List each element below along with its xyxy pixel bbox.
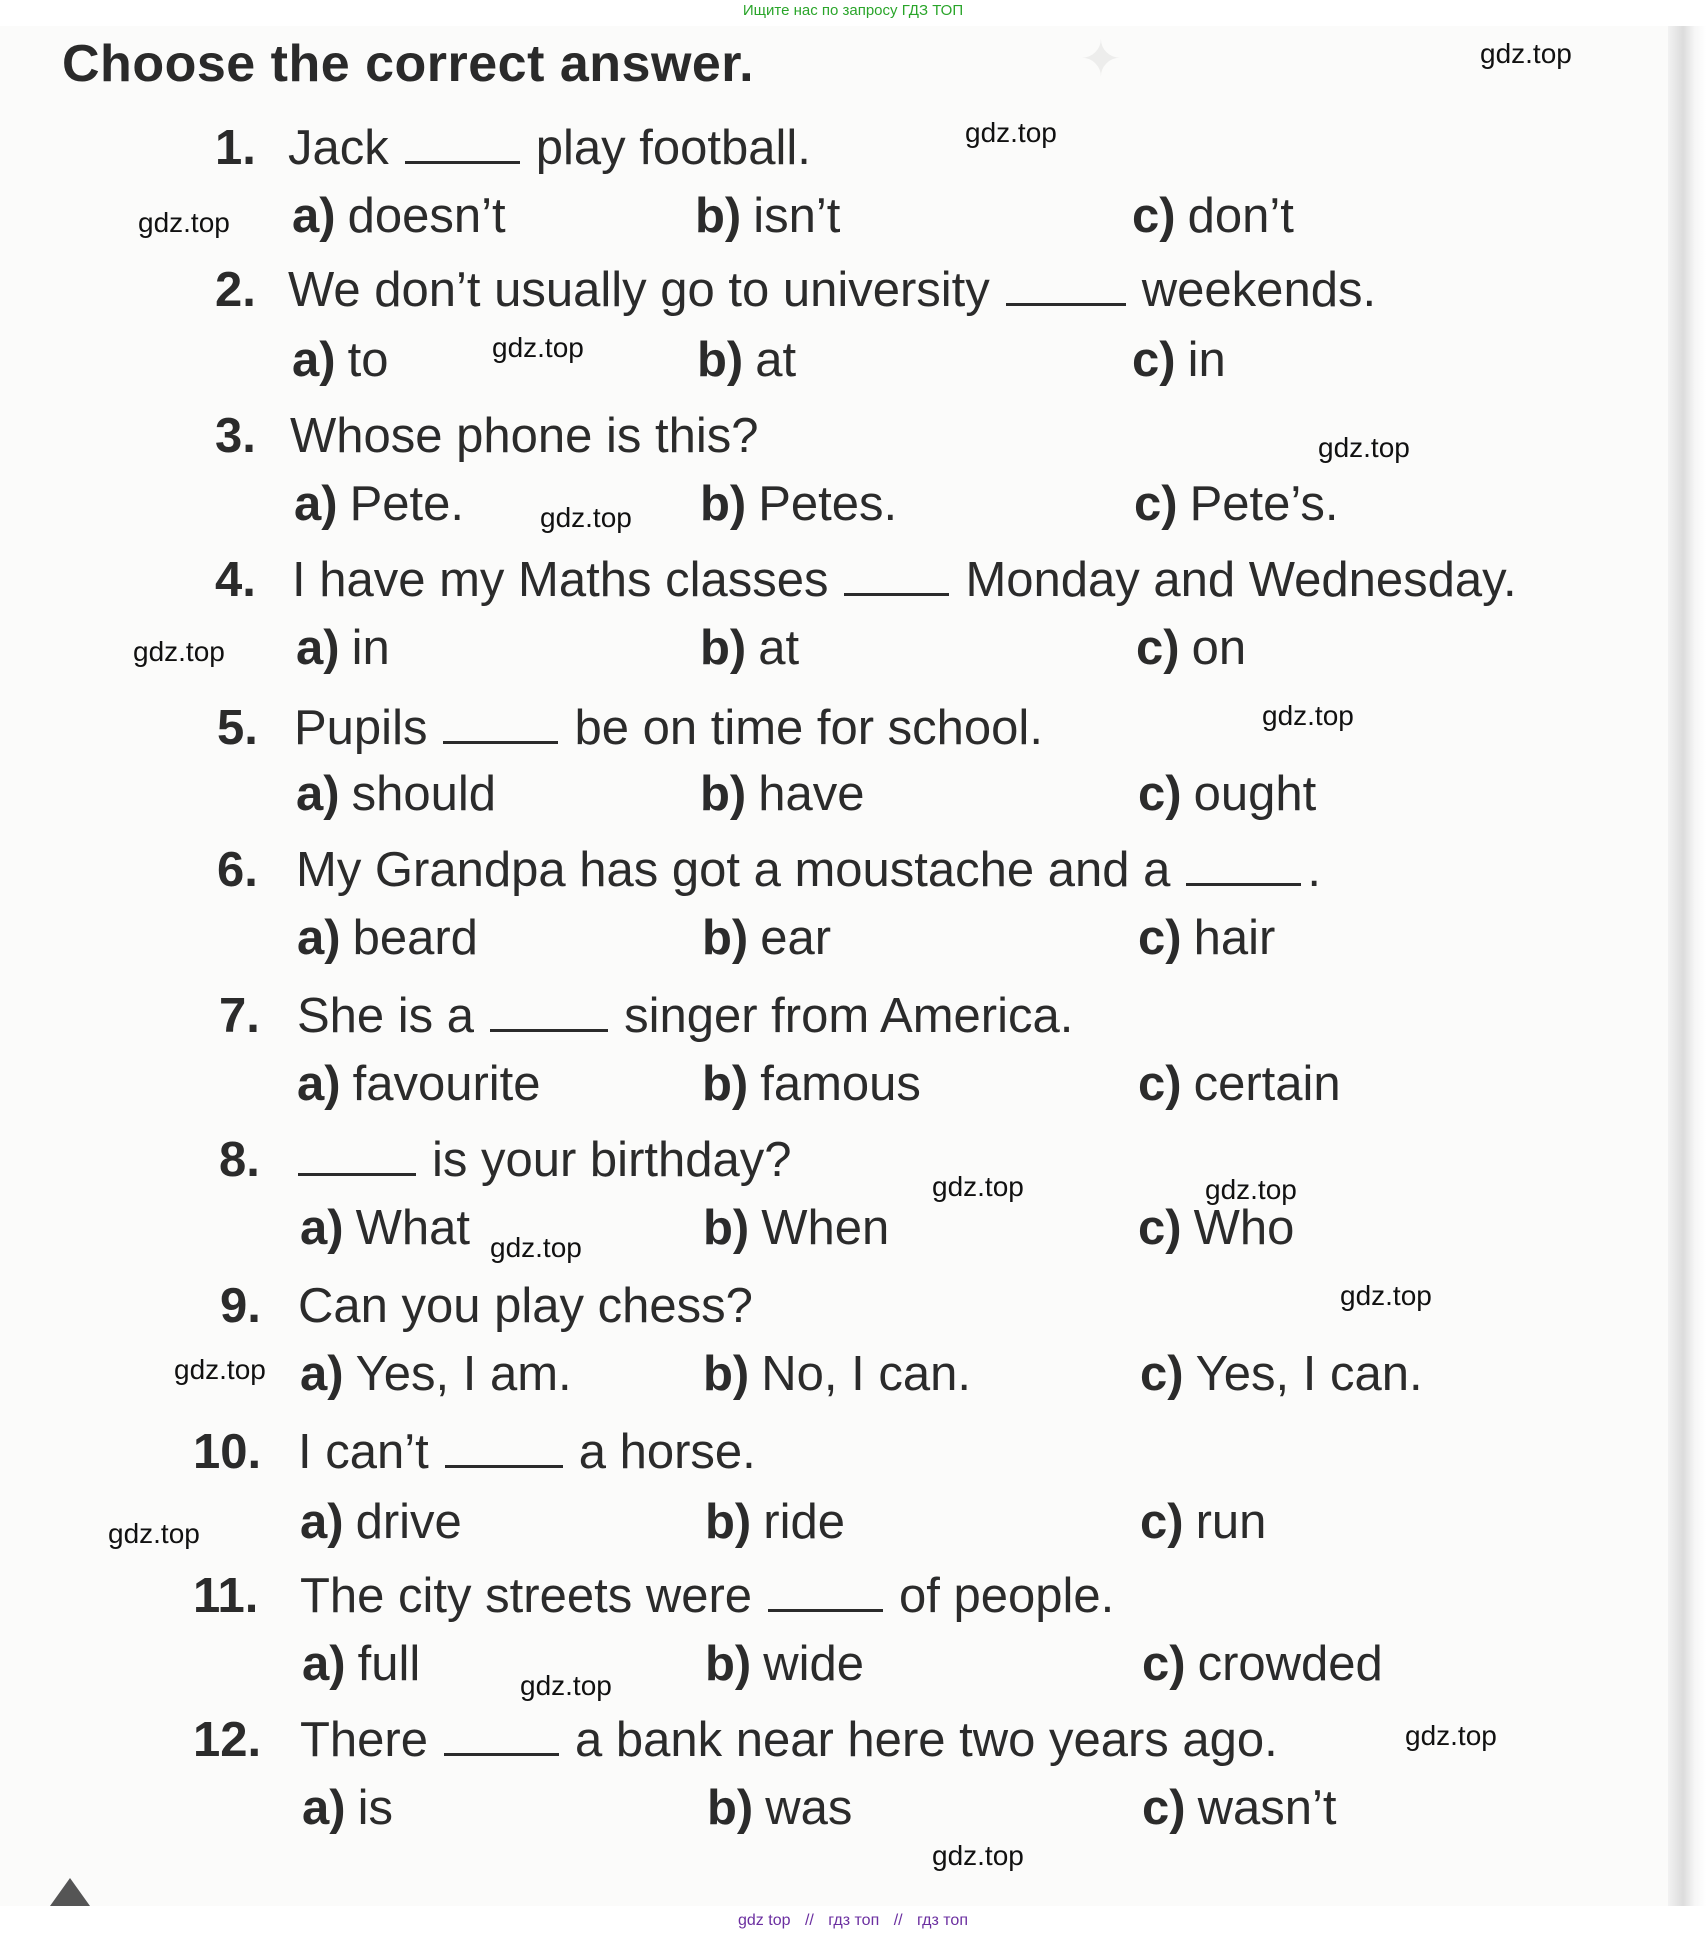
question-text: Jack [288, 121, 389, 175]
option-letter: b) [707, 1781, 754, 1835]
option-text: beard [352, 911, 478, 965]
question-number: 12. [193, 1713, 262, 1767]
footer-links [0, 1906, 1706, 1935]
option-letter: c) [1134, 477, 1178, 531]
footer-link-gdz-top[interactable]: gdz top [738, 1912, 791, 1929]
option-text: Who [1193, 1201, 1295, 1255]
answer-option-8-a[interactable] [300, 1200, 470, 1256]
option-text: certain [1193, 1057, 1341, 1111]
answer-option-10-a[interactable] [300, 1494, 462, 1550]
option-letter: b) [700, 767, 747, 821]
answer-option-9-a[interactable] [300, 1346, 572, 1402]
watermark-text: gdz.top [1318, 432, 1410, 463]
question-text-end: of people. [899, 1569, 1115, 1623]
option-text: Yes, I can. [1195, 1347, 1423, 1401]
option-letter: b) [705, 1495, 752, 1549]
question-12 [193, 1712, 1278, 1768]
question-number: 11. [193, 1569, 259, 1623]
triangle-marker-icon [50, 1878, 90, 1906]
option-letter: a) [300, 1495, 344, 1549]
option-letter: a) [297, 1057, 341, 1111]
option-letter: a) [296, 767, 340, 821]
option-text: is [357, 1781, 393, 1835]
answer-blank[interactable] [445, 1427, 563, 1468]
option-text: favourite [352, 1057, 541, 1111]
option-text: Yes, I am. [355, 1347, 572, 1401]
answer-option-9-c[interactable] [1140, 1346, 1423, 1402]
option-text: wide [763, 1637, 865, 1691]
question-5 [217, 700, 1043, 756]
option-text: Petes. [758, 477, 898, 531]
option-text: was [765, 1781, 853, 1835]
answer-option-6-b[interactable] [702, 910, 831, 966]
option-letter: c) [1138, 1201, 1182, 1255]
answer-option-3-a[interactable] [294, 476, 464, 532]
option-letter: b) [702, 911, 749, 965]
question-number: 4. [215, 553, 256, 607]
question-text: The city streets were [300, 1569, 753, 1623]
question-7 [219, 988, 1073, 1044]
watermark-text: gdz.top [108, 1518, 200, 1549]
answer-option-9-b[interactable] [703, 1346, 971, 1402]
question-number: 8. [219, 1133, 260, 1187]
answer-blank[interactable] [444, 1715, 559, 1756]
option-text: run [1195, 1495, 1267, 1549]
option-text: in [351, 621, 390, 675]
page-edge-shadow [1668, 26, 1706, 1906]
question-text: She is a [297, 989, 475, 1043]
option-text: doesn’t [347, 189, 506, 243]
answer-option-6-a[interactable] [297, 910, 478, 966]
answer-option-2-c[interactable] [1132, 332, 1226, 388]
watermark-text: gdz.top [520, 1670, 612, 1701]
question-text: Whose phone is this? [290, 409, 759, 463]
question-number: 10. [193, 1425, 262, 1479]
question-number: 3. [215, 409, 256, 463]
question-11 [193, 1568, 1114, 1624]
answer-option-2-b[interactable] [697, 332, 796, 388]
option-letter: a) [302, 1637, 346, 1691]
question-text-end: singer from America. [624, 989, 1074, 1043]
answer-option-12-a[interactable] [302, 1780, 393, 1836]
option-text: When [761, 1201, 890, 1255]
option-letter: b) [700, 621, 747, 675]
answer-option-12-c[interactable] [1142, 1780, 1336, 1836]
option-letter: c) [1142, 1637, 1186, 1691]
watermark-text: gdz.top [1480, 38, 1572, 69]
answer-option-1-b[interactable] [695, 188, 840, 244]
option-text: drive [355, 1495, 462, 1549]
question-text: Can you play chess? [298, 1279, 753, 1333]
option-text: What [355, 1201, 470, 1255]
watermark-text: gdz.top [965, 117, 1057, 148]
question-text: My Grandpa has got a moustache and a [296, 843, 1171, 897]
answer-option-4-b[interactable] [700, 620, 799, 676]
question-text: I can’t [298, 1425, 429, 1479]
option-letter: a) [297, 911, 341, 965]
option-letter: c) [1136, 621, 1180, 675]
answer-option-12-b[interactable] [707, 1780, 852, 1836]
answer-option-4-c[interactable] [1136, 620, 1246, 676]
answer-option-7-b[interactable] [702, 1056, 921, 1112]
option-letter: c) [1140, 1495, 1184, 1549]
option-letter: c) [1140, 1347, 1184, 1401]
answer-option-7-c[interactable] [1138, 1056, 1341, 1112]
question-number: 1. [215, 121, 256, 175]
option-letter: c) [1142, 1781, 1186, 1835]
question-number: 9. [220, 1279, 261, 1333]
option-letter: a) [292, 333, 336, 387]
question-text-end: a horse. [578, 1425, 756, 1479]
option-letter: a) [302, 1781, 346, 1835]
watermark-text: gdz.top [1405, 1720, 1497, 1751]
option-text: at [758, 621, 800, 675]
option-letter: b) [697, 333, 744, 387]
answer-blank[interactable] [768, 1571, 883, 1612]
question-text-end: play football. [535, 121, 811, 175]
answer-option-8-c[interactable] [1138, 1200, 1294, 1256]
option-letter: a) [296, 621, 340, 675]
option-letter: a) [300, 1347, 344, 1401]
question-text: There [300, 1713, 429, 1767]
footer-separator: // [804, 1912, 814, 1929]
question-text-end: is your birthday? [432, 1133, 792, 1187]
question-text: I have my Maths classes [292, 553, 829, 607]
answer-option-10-c[interactable] [1140, 1494, 1266, 1550]
watermark-text: gdz.top [138, 207, 230, 238]
option-text: Pete’s. [1189, 477, 1339, 531]
option-text: at [755, 333, 797, 387]
answer-option-4-a[interactable] [296, 620, 390, 676]
question-text: Pupils [294, 701, 428, 755]
option-text: don’t [1187, 189, 1294, 243]
answer-option-11-b[interactable] [705, 1636, 864, 1692]
footer-separator: // [893, 1912, 903, 1929]
answer-blank[interactable] [844, 555, 949, 596]
watermark-text: gdz.top [540, 502, 632, 533]
option-letter: c) [1138, 767, 1182, 821]
option-text: crowded [1197, 1637, 1383, 1691]
answer-blank[interactable] [490, 991, 608, 1032]
question-1 [215, 120, 811, 176]
question-6 [217, 842, 1321, 898]
question-text-end: weekends. [1141, 263, 1377, 317]
option-text: on [1191, 621, 1247, 675]
question-number: 7. [219, 989, 260, 1043]
answer-option-5-b[interactable] [700, 766, 865, 822]
answer-option-1-a[interactable] [292, 188, 506, 244]
option-text: hair [1193, 911, 1276, 965]
option-letter: b) [705, 1637, 752, 1691]
answer-blank[interactable] [443, 703, 558, 744]
question-text-end: be on time for school. [574, 701, 1043, 755]
question-8 [219, 1132, 792, 1188]
option-text: wasn’t [1197, 1781, 1337, 1835]
option-letter: a) [300, 1201, 344, 1255]
option-text: full [357, 1637, 421, 1691]
question-number: 2. [215, 263, 256, 317]
question-4 [215, 552, 1517, 608]
option-letter: a) [292, 189, 336, 243]
watermark-text: gdz.top [490, 1232, 582, 1263]
option-letter: c) [1138, 911, 1182, 965]
answer-option-3-b[interactable] [700, 476, 897, 532]
question-number: 6. [217, 843, 258, 897]
question-text-end: a bank near here two years ago. [575, 1713, 1278, 1767]
answer-option-5-c[interactable] [1138, 766, 1316, 822]
option-letter: c) [1132, 333, 1176, 387]
option-letter: c) [1132, 189, 1176, 243]
question-text-end: Monday and Wednesday. [965, 553, 1517, 607]
answer-option-10-b[interactable] [705, 1494, 845, 1550]
question-text-end: . [1307, 843, 1321, 897]
question-text: We don’t usually go to university [288, 263, 990, 317]
exercise-title: Choose the correct answer. [62, 35, 755, 93]
option-text: famous [760, 1057, 921, 1111]
watermark-text: gdz.top [932, 1171, 1024, 1202]
answer-option-6-c[interactable] [1138, 910, 1275, 966]
watermark-text: gdz.top [492, 332, 584, 363]
footer-link-gdz-top-ru[interactable]: гдз топ [828, 1912, 880, 1929]
option-text: ride [763, 1495, 845, 1549]
search-banner[interactable]: Ищите нас по запросу ГДЗ ТОП [742, 2, 964, 19]
answer-option-11-a[interactable] [302, 1636, 420, 1692]
answer-blank[interactable] [405, 123, 520, 164]
option-letter: b) [703, 1201, 750, 1255]
option-text: Pete. [349, 477, 464, 531]
answer-option-2-a[interactable] [292, 332, 388, 388]
answer-option-1-c[interactable] [1132, 188, 1294, 244]
answer-blank[interactable] [1186, 845, 1301, 886]
option-letter: b) [700, 477, 747, 531]
option-letter: c) [1138, 1057, 1182, 1111]
option-letter: b) [695, 189, 742, 243]
option-text: in [1187, 333, 1226, 387]
option-text: ear [760, 911, 832, 965]
watermark-text: gdz.top [174, 1354, 266, 1385]
answer-option-5-a[interactable] [296, 766, 496, 822]
answer-blank[interactable] [1006, 265, 1126, 306]
option-text: have [758, 767, 865, 821]
show-through-text: ✦ [1080, 31, 1122, 87]
watermark-text: gdz.top [133, 636, 225, 667]
question-9 [220, 1278, 753, 1334]
answer-blank[interactable] [298, 1135, 416, 1176]
option-text: to [347, 333, 389, 387]
option-letter: a) [294, 477, 338, 531]
option-text: ought [1193, 767, 1317, 821]
option-text: isn’t [753, 189, 841, 243]
watermark-text: gdz.top [1205, 1174, 1297, 1205]
question-2 [215, 262, 1376, 318]
question-3 [215, 408, 759, 464]
option-letter: b) [703, 1347, 750, 1401]
answer-option-7-a[interactable] [297, 1056, 541, 1112]
option-text: should [351, 767, 496, 821]
watermark-text: gdz.top [932, 1840, 1024, 1871]
question-10 [193, 1424, 756, 1480]
option-text: No, I can. [761, 1347, 971, 1401]
answer-option-3-c[interactable] [1134, 476, 1339, 532]
watermark-text: gdz.top [1340, 1280, 1432, 1311]
watermark-text: gdz.top [1262, 700, 1354, 731]
answer-option-8-b[interactable] [703, 1200, 889, 1256]
question-number: 5. [217, 701, 258, 755]
answer-option-11-c[interactable] [1142, 1636, 1383, 1692]
footer-link-gdz-top-ru-2[interactable]: гдз топ [917, 1912, 968, 1929]
option-letter: b) [702, 1057, 749, 1111]
